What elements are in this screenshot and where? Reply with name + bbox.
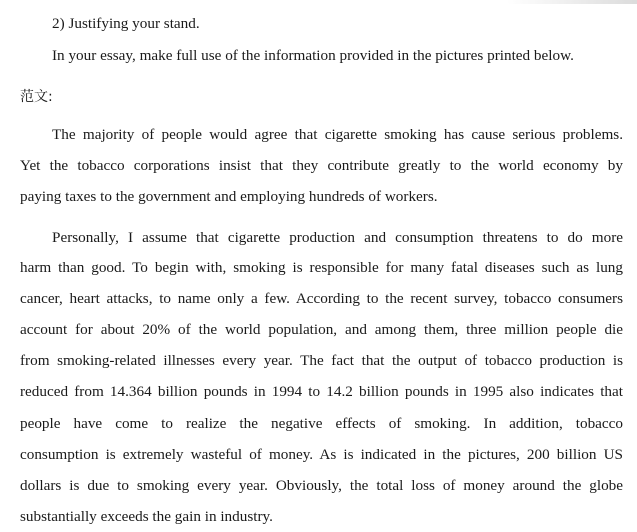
task-instruction: In your essay, make full use of the information provided in the pictures printed below. [52,47,574,64]
paragraph-line: cancer, heart attacks, to name only a few. According to the recent survey, tobacco consumers [20,290,623,307]
paragraph-line: account for about 20% of the world population, and among them, three million people die [20,321,623,338]
paragraph-line: Personally, I assume that cigarette production and consumption threatens to do more [52,229,623,246]
paragraph-line: harm than good. To begin with, smoking is responsible for many fatal diseases such as lung [20,259,623,276]
paragraph-line: consumption is extremely wasteful of money. As is indicated in the pictures, 200 billion US [20,446,623,463]
paragraph-line: reduced from 14.364 billion pounds in 1994 to 14.2 billion pounds in 1995 also indicates that [20,383,623,400]
paragraph-line: The majority of people would agree that cigarette smoking has cause serious problems. [52,126,623,143]
paragraph-line: people have come to realize the negative effects of smoking. In addition, tobacco [20,415,623,432]
page-corner-shadow [507,0,637,4]
model-essay-heading: 范文: [20,89,53,105]
task-item-2: 2) Justifying your stand. [52,15,200,32]
paragraph-line: from smoking-related illnesses every year. The fact that the output of tobacco production is [20,352,623,369]
paragraph-line: dollars is due to smoking every year. Obviously, the total loss of money around the globe [20,477,623,494]
paragraph-line: paying taxes to the government and employing hundreds of workers. [20,188,438,205]
paragraph-line: Yet the tobacco corporations insist that they contribute greatly to the world economy by [20,157,623,174]
paragraph-line: substantially exceeds the gain in industry. [20,508,273,525]
